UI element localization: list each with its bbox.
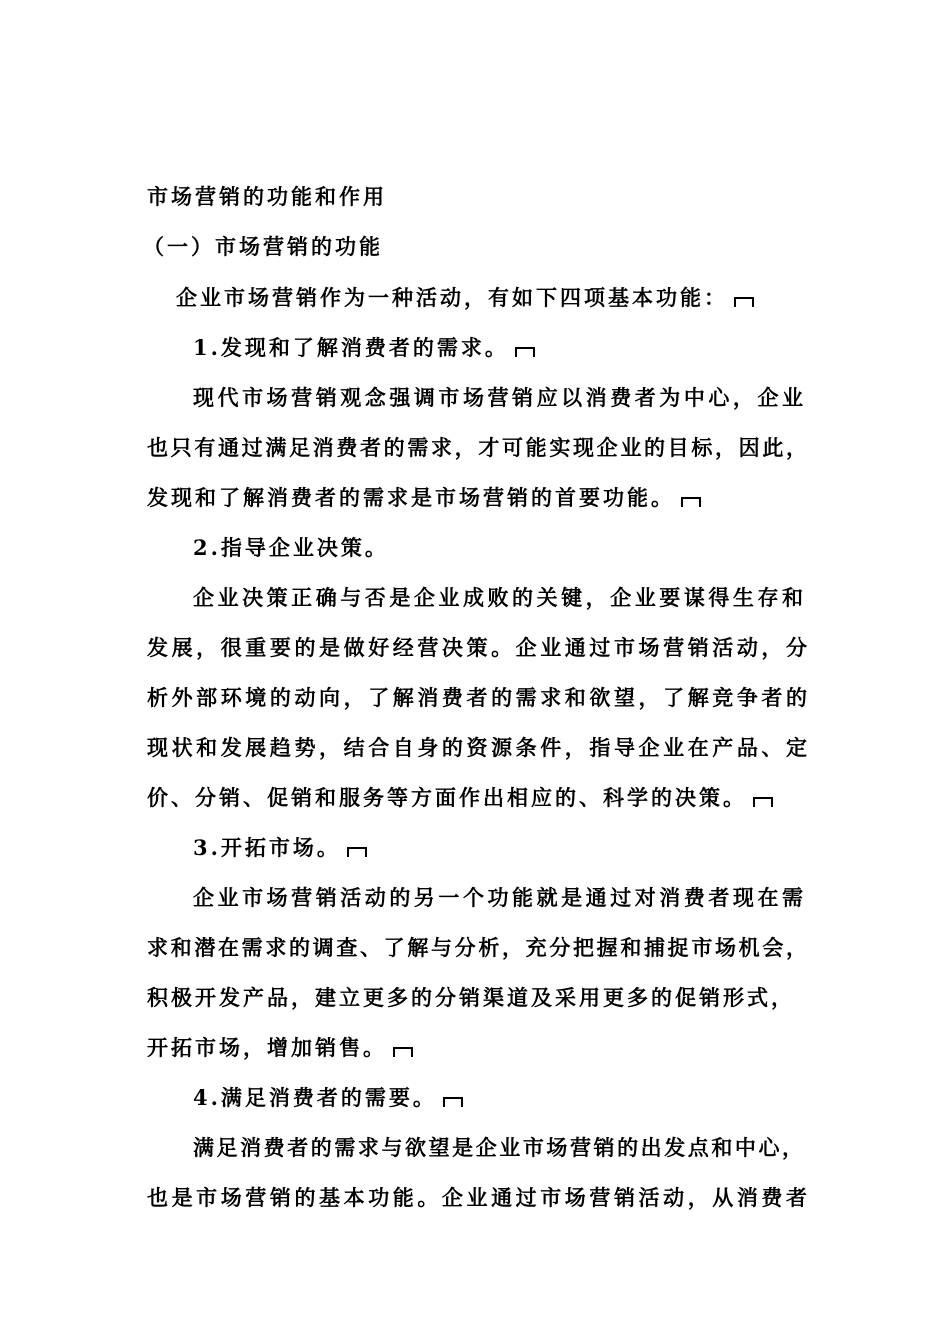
intro-text: 企业市场营销作为一种活动，有如下四项基本功能： xyxy=(176,285,728,310)
item2-body-line xyxy=(147,783,773,813)
item3-body-line: 求和潜在需求的调查、了解与分析，充分把握和捕捉市场机会， xyxy=(147,935,807,960)
item2-body-line: 企业决策正确与否是企业成败的关键，企业要谋得生存和 xyxy=(193,585,803,610)
item4-heading xyxy=(193,1083,463,1113)
item2-body-text: 价、分销、促销和服务等方面作出相应的、科学的决策。 xyxy=(147,785,747,810)
item3-body-line: 企业市场营销活动的另一个功能就是通过对消费者现在需 xyxy=(193,885,803,910)
intro-paragraph xyxy=(176,283,754,313)
item3-body-text: 开拓市场，增加销售。 xyxy=(147,1035,387,1060)
item3-body-line xyxy=(147,1033,413,1063)
item2-body-line: 析外部环境的动向，了解消费者的需求和欲望，了解竞争者的 xyxy=(147,685,807,710)
paragraph-mark-icon xyxy=(753,795,773,807)
item1-heading-text: 1.发现和了解消费者的需求。 xyxy=(193,335,509,360)
item2-body-line: 现状和发展趋势，结合自身的资源条件，指导企业在产品、定 xyxy=(147,735,807,760)
item1-heading xyxy=(193,333,535,363)
item3-heading xyxy=(193,833,367,863)
item3-body-line: 积极开发产品，建立更多的分销渠道及采用更多的促销形式， xyxy=(147,985,795,1010)
item4-heading-text: 4.满足消费者的需要。 xyxy=(193,1085,437,1110)
item4-body-line: 满足消费者的需求与欲望是企业市场营销的出发点和中心， xyxy=(193,1135,803,1160)
paragraph-mark-icon xyxy=(515,345,535,357)
paragraph-mark-icon xyxy=(347,845,367,857)
item2-heading: 2.指导企业决策。 xyxy=(193,535,389,560)
item4-body-line: 也是市场营销的基本功能。企业通过市场营销活动，从消费者 xyxy=(147,1185,807,1210)
paragraph-mark-icon xyxy=(734,295,754,307)
paragraph-mark-icon xyxy=(443,1095,463,1107)
document-title: 市场营销的功能和作用 xyxy=(147,184,387,209)
item1-body-line xyxy=(147,483,701,513)
item1-body-line: 现代市场营销观念强调市场营销应以消费者为中心，企业 xyxy=(193,385,803,410)
item2-body-line: 发展，很重要的是做好经营决策。企业通过市场营销活动，分 xyxy=(147,635,807,660)
paragraph-mark-icon xyxy=(393,1045,413,1057)
section-heading: （一）市场营销的功能 xyxy=(143,234,383,259)
paragraph-mark-icon xyxy=(681,495,701,507)
item1-body-line: 也只有通过满足消费者的需求，才可能实现企业的目标，因此， xyxy=(147,435,807,460)
item3-heading-text: 3.开拓市场。 xyxy=(193,835,341,860)
item1-body-text: 发现和了解消费者的需求是市场营销的首要功能。 xyxy=(147,485,675,510)
